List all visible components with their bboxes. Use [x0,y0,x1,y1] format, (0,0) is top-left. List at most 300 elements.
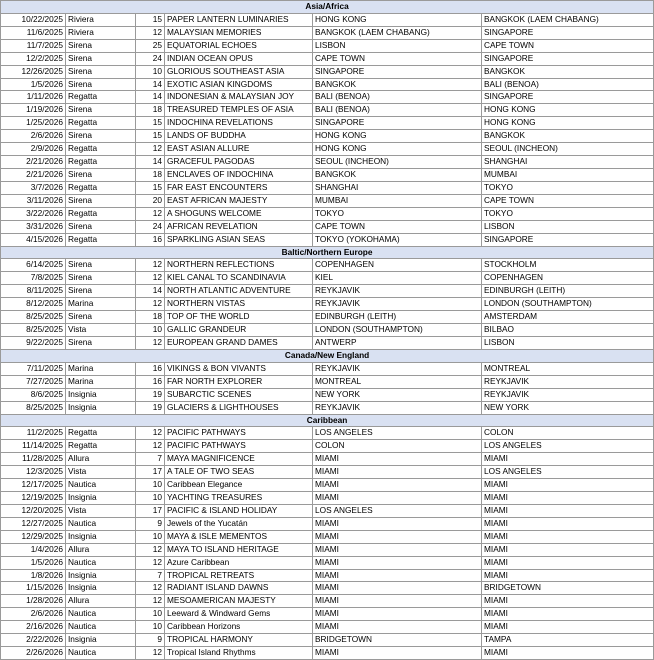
sail-date-cell: 2/16/2026 [1,621,66,634]
embark-port-cell: SINGAPORE [313,117,482,130]
voyage-name-cell: LANDS OF BUDDHA [165,130,313,143]
sail-date-cell: 12/20/2025 [1,504,66,517]
sail-date-cell: 7/27/2025 [1,375,66,388]
embark-port-cell: MIAMI [313,569,482,582]
embark-port-cell: CAPE TOWN [313,220,482,233]
voyage-name-cell: A SHOGUNS WELCOME [165,207,313,220]
table-row [1,647,654,660]
disembark-port-cell: LOS ANGELES [482,440,654,453]
table-row [1,362,654,375]
table-row [1,272,654,285]
section-title: Baltic/Northern Europe [1,246,654,259]
table-row [1,104,654,117]
nights-cell: 14 [136,91,165,104]
embark-port-cell: MIAMI [313,608,482,621]
sail-date-cell: 3/7/2026 [1,181,66,194]
voyage-name-cell: GALLIC GRANDEUR [165,324,313,337]
voyage-name-cell: KIEL CANAL TO SCANDINAVIA [165,272,313,285]
voyage-name-cell: MALAYSIAN MEMORIES [165,26,313,39]
voyage-name-cell: Azure Caribbean [165,556,313,569]
table-row [1,556,654,569]
disembark-port-cell: COLON [482,427,654,440]
disembark-port-cell: TOKYO [482,207,654,220]
embark-port-cell: REYKJAVIK [313,401,482,414]
nights-cell: 16 [136,375,165,388]
ship-cell: Marina [66,298,136,311]
disembark-port-cell: CAPE TOWN [482,39,654,52]
sail-date-cell: 2/21/2026 [1,156,66,169]
voyage-name-cell: INDOCHINA REVELATIONS [165,117,313,130]
ship-cell: Nautica [66,517,136,530]
voyage-name-cell: PACIFIC PATHWAYS [165,440,313,453]
disembark-port-cell: BILBAO [482,324,654,337]
table-row [1,156,654,169]
voyage-name-cell: TROPICAL HARMONY [165,634,313,647]
table-row [1,311,654,324]
voyage-name-cell: GRACEFUL PAGODAS [165,156,313,169]
nights-cell: 12 [136,647,165,660]
nights-cell: 10 [136,324,165,337]
disembark-port-cell: HONG KONG [482,117,654,130]
sail-date-cell: 4/15/2026 [1,233,66,246]
sail-date-cell: 12/26/2025 [1,65,66,78]
table-row [1,143,654,156]
embark-port-cell: ANTWERP [313,336,482,349]
voyage-name-cell: NORTHERN VISTAS [165,298,313,311]
disembark-port-cell: NEW YORK [482,401,654,414]
nights-cell: 14 [136,156,165,169]
table-row [1,479,654,492]
sail-date-cell: 11/14/2025 [1,440,66,453]
voyage-name-cell: MESOAMERICAN MAJESTY [165,595,313,608]
embark-port-cell: LOS ANGELES [313,504,482,517]
table-row [1,130,654,143]
sail-date-cell: 1/5/2026 [1,556,66,569]
table-row [1,388,654,401]
ship-cell: Insignia [66,634,136,647]
embark-port-cell: MIAMI [313,621,482,634]
embark-port-cell: MIAMI [313,595,482,608]
embark-port-cell: MIAMI [313,530,482,543]
ship-cell: Sirena [66,104,136,117]
ship-cell: Sirena [66,78,136,91]
table-row [1,220,654,233]
section-title: Asia/Africa [1,1,654,14]
embark-port-cell: BALI (BENOA) [313,91,482,104]
embark-port-cell: LONDON (SOUTHAMPTON) [313,324,482,337]
nights-cell: 12 [136,582,165,595]
nights-cell: 9 [136,517,165,530]
ship-cell: Regatta [66,91,136,104]
ship-cell: Sirena [66,194,136,207]
ship-cell: Allura [66,453,136,466]
ship-cell: Nautica [66,621,136,634]
nights-cell: 25 [136,39,165,52]
ship-cell: Sirena [66,130,136,143]
ship-cell: Nautica [66,556,136,569]
sail-date-cell: 1/28/2026 [1,595,66,608]
sail-date-cell: 8/11/2025 [1,285,66,298]
disembark-port-cell: MIAMI [482,543,654,556]
ship-cell: Regatta [66,427,136,440]
disembark-port-cell: TAMPA [482,634,654,647]
disembark-port-cell: MIAMI [482,530,654,543]
nights-cell: 24 [136,52,165,65]
nights-cell: 10 [136,608,165,621]
sail-date-cell: 12/19/2025 [1,492,66,505]
table-row [1,233,654,246]
disembark-port-cell: MUMBAI [482,168,654,181]
ship-cell: Insignia [66,492,136,505]
nights-cell: 15 [136,117,165,130]
embark-port-cell: REYKJAVIK [313,298,482,311]
table-row [1,440,654,453]
nights-cell: 12 [136,207,165,220]
embark-port-cell: SEOUL (INCHEON) [313,156,482,169]
section-header-row [1,1,654,14]
sail-date-cell: 3/31/2026 [1,220,66,233]
ship-cell: Nautica [66,647,136,660]
sail-date-cell: 2/22/2026 [1,634,66,647]
ship-cell: Regatta [66,440,136,453]
sail-date-cell: 1/5/2026 [1,78,66,91]
nights-cell: 7 [136,453,165,466]
disembark-port-cell: EDINBURGH (LEITH) [482,285,654,298]
disembark-port-cell: SHANGHAI [482,156,654,169]
table-row [1,492,654,505]
embark-port-cell: MUMBAI [313,194,482,207]
sail-date-cell: 3/11/2026 [1,194,66,207]
nights-cell: 14 [136,285,165,298]
disembark-port-cell: MIAMI [482,517,654,530]
nights-cell: 12 [136,556,165,569]
nights-cell: 12 [136,259,165,272]
nights-cell: 10 [136,492,165,505]
table-row [1,26,654,39]
sail-date-cell: 11/28/2025 [1,453,66,466]
table-row [1,298,654,311]
ship-cell: Insignia [66,388,136,401]
ship-cell: Marina [66,362,136,375]
embark-port-cell: CAPE TOWN [313,52,482,65]
table-row [1,194,654,207]
ship-cell: Sirena [66,52,136,65]
ship-cell: Sirena [66,220,136,233]
ship-cell: Regatta [66,233,136,246]
voyage-name-cell: MAYA & ISLE MEMENTOS [165,530,313,543]
embark-port-cell: NEW YORK [313,388,482,401]
embark-port-cell: MONTREAL [313,375,482,388]
voyage-name-cell: Tropical Island Rhythms [165,647,313,660]
embark-port-cell: MIAMI [313,647,482,660]
nights-cell: 20 [136,194,165,207]
section-header-row [1,349,654,362]
table-row [1,582,654,595]
voyage-name-cell: Caribbean Elegance [165,479,313,492]
nights-cell: 12 [136,336,165,349]
disembark-port-cell: BRIDGETOWN [482,582,654,595]
disembark-port-cell: MIAMI [482,569,654,582]
disembark-port-cell: BANGKOK (LAEM CHABANG) [482,13,654,26]
embark-port-cell: HONG KONG [313,13,482,26]
ship-cell: Nautica [66,608,136,621]
embark-port-cell: HONG KONG [313,143,482,156]
disembark-port-cell: HONG KONG [482,104,654,117]
disembark-port-cell: LONDON (SOUTHAMPTON) [482,298,654,311]
disembark-port-cell: MIAMI [482,492,654,505]
embark-port-cell: MIAMI [313,492,482,505]
ship-cell: Insignia [66,582,136,595]
embark-port-cell: BANGKOK [313,78,482,91]
sail-date-cell: 2/26/2026 [1,647,66,660]
disembark-port-cell: SINGAPORE [482,26,654,39]
table-row [1,207,654,220]
voyage-name-cell: SPARKLING ASIAN SEAS [165,233,313,246]
sail-date-cell: 1/8/2026 [1,569,66,582]
disembark-port-cell: LISBON [482,220,654,233]
embark-port-cell: BANGKOK (LAEM CHABANG) [313,26,482,39]
table-row [1,285,654,298]
embark-port-cell: MIAMI [313,453,482,466]
disembark-port-cell: BANGKOK [482,65,654,78]
table-row [1,181,654,194]
sail-date-cell: 8/25/2025 [1,311,66,324]
nights-cell: 10 [136,479,165,492]
table-row [1,78,654,91]
nights-cell: 16 [136,362,165,375]
nights-cell: 19 [136,388,165,401]
nights-cell: 12 [136,427,165,440]
sail-date-cell: 1/4/2026 [1,543,66,556]
embark-port-cell: MIAMI [313,466,482,479]
ship-cell: Regatta [66,181,136,194]
embark-port-cell: MIAMI [313,556,482,569]
ship-cell: Insignia [66,569,136,582]
sail-date-cell: 2/9/2026 [1,143,66,156]
nights-cell: 17 [136,504,165,517]
disembark-port-cell: REYKJAVIK [482,388,654,401]
table-row [1,168,654,181]
embark-port-cell: MIAMI [313,479,482,492]
table-row [1,65,654,78]
voyage-name-cell: A TALE OF TWO SEAS [165,466,313,479]
voyage-name-cell: TREASURED TEMPLES OF ASIA [165,104,313,117]
table-row [1,427,654,440]
nights-cell: 19 [136,401,165,414]
sail-date-cell: 12/2/2025 [1,52,66,65]
nights-cell: 12 [136,26,165,39]
voyage-name-cell: FAR NORTH EXPLORER [165,375,313,388]
ship-cell: Sirena [66,272,136,285]
nights-cell: 16 [136,233,165,246]
sail-date-cell: 11/2/2025 [1,427,66,440]
nights-cell: 18 [136,168,165,181]
voyage-name-cell: SUBARCTIC SCENES [165,388,313,401]
voyage-name-cell: INDONESIAN & MALAYSIAN JOY [165,91,313,104]
table-row [1,608,654,621]
section-header-row [1,246,654,259]
embark-port-cell: HONG KONG [313,130,482,143]
sail-date-cell: 7/11/2025 [1,362,66,375]
table-row [1,91,654,104]
nights-cell: 12 [136,298,165,311]
voyage-name-cell: NORTH ATLANTIC ADVENTURE [165,285,313,298]
nights-cell: 10 [136,65,165,78]
embark-port-cell: BANGKOK [313,168,482,181]
table-row [1,569,654,582]
table-row [1,530,654,543]
voyage-name-cell: EUROPEAN GRAND DAMES [165,336,313,349]
nights-cell: 18 [136,311,165,324]
table-row [1,324,654,337]
voyage-name-cell: TOP OF THE WORLD [165,311,313,324]
sail-date-cell: 1/11/2026 [1,91,66,104]
ship-cell: Sirena [66,336,136,349]
voyage-name-cell: GLACIERS & LIGHTHOUSES [165,401,313,414]
table-row [1,13,654,26]
sail-date-cell: 12/29/2025 [1,530,66,543]
ship-cell: Vista [66,504,136,517]
ship-cell: Sirena [66,285,136,298]
disembark-port-cell: SINGAPORE [482,52,654,65]
disembark-port-cell: STOCKHOLM [482,259,654,272]
nights-cell: 9 [136,634,165,647]
ship-cell: Regatta [66,156,136,169]
ship-cell: Sirena [66,168,136,181]
ship-cell: Sirena [66,65,136,78]
ship-cell: Riviera [66,13,136,26]
ship-cell: Sirena [66,311,136,324]
sail-date-cell: 8/25/2025 [1,324,66,337]
table-row [1,466,654,479]
table-row [1,504,654,517]
table-row [1,259,654,272]
voyage-name-cell: VIKINGS & BON VIVANTS [165,362,313,375]
table-row [1,52,654,65]
embark-port-cell: MIAMI [313,517,482,530]
ship-cell: Allura [66,595,136,608]
voyage-name-cell: ENCLAVES OF INDOCHINA [165,168,313,181]
embark-port-cell: REYKJAVIK [313,362,482,375]
voyage-name-cell: EXOTIC ASIAN KINGDOMS [165,78,313,91]
table-row [1,336,654,349]
embark-port-cell: LISBON [313,39,482,52]
voyage-name-cell: MAYA TO ISLAND HERITAGE [165,543,313,556]
voyage-name-cell: YACHTING TREASURES [165,492,313,505]
section-title: Canada/New England [1,349,654,362]
ship-cell: Insignia [66,530,136,543]
ship-cell: Allura [66,543,136,556]
disembark-port-cell: MIAMI [482,608,654,621]
voyage-name-cell: GLORIOUS SOUTHEAST ASIA [165,65,313,78]
disembark-port-cell: SINGAPORE [482,91,654,104]
voyage-name-cell: FAR EAST ENCOUNTERS [165,181,313,194]
sail-date-cell: 8/25/2025 [1,401,66,414]
disembark-port-cell: REYKJAVIK [482,375,654,388]
voyage-name-cell: MAYA MAGNIFICENCE [165,453,313,466]
disembark-port-cell: MONTREAL [482,362,654,375]
table-row [1,117,654,130]
ship-cell: Vista [66,466,136,479]
table-row [1,517,654,530]
sail-date-cell: 2/6/2026 [1,130,66,143]
ship-cell: Sirena [66,39,136,52]
voyage-name-cell: Jewels of the Yucatán [165,517,313,530]
disembark-port-cell: BANGKOK [482,130,654,143]
voyage-name-cell: EQUATORIAL ECHOES [165,39,313,52]
nights-cell: 24 [136,220,165,233]
nights-cell: 12 [136,595,165,608]
disembark-port-cell: TOKYO [482,181,654,194]
embark-port-cell: TOKYO (YOKOHAMA) [313,233,482,246]
table-row [1,401,654,414]
embark-port-cell: TOKYO [313,207,482,220]
ship-cell: Regatta [66,117,136,130]
table-row [1,621,654,634]
voyage-name-cell: NORTHERN REFLECTIONS [165,259,313,272]
voyage-name-cell: TROPICAL RETREATS [165,569,313,582]
sail-date-cell: 2/6/2026 [1,608,66,621]
sail-date-cell: 12/3/2025 [1,466,66,479]
nights-cell: 12 [136,272,165,285]
ship-cell: Insignia [66,401,136,414]
sail-date-cell: 6/14/2025 [1,259,66,272]
embark-port-cell: COLON [313,440,482,453]
voyage-name-cell: AFRICAN REVELATION [165,220,313,233]
voyage-name-cell: INDIAN OCEAN OPUS [165,52,313,65]
disembark-port-cell: SINGAPORE [482,233,654,246]
nights-cell: 7 [136,569,165,582]
nights-cell: 10 [136,621,165,634]
embark-port-cell: COPENHAGEN [313,259,482,272]
sail-date-cell: 1/19/2026 [1,104,66,117]
sail-date-cell: 1/25/2026 [1,117,66,130]
table-row [1,453,654,466]
sail-date-cell: 3/22/2026 [1,207,66,220]
voyage-name-cell: PAPER LANTERN LUMINARIES [165,13,313,26]
sail-date-cell: 2/21/2026 [1,168,66,181]
nights-cell: 15 [136,181,165,194]
disembark-port-cell: CAPE TOWN [482,194,654,207]
nights-cell: 15 [136,13,165,26]
embark-port-cell: BRIDGETOWN [313,634,482,647]
disembark-port-cell: COPENHAGEN [482,272,654,285]
ship-cell: Nautica [66,479,136,492]
nights-cell: 10 [136,530,165,543]
voyage-name-cell: PACIFIC PATHWAYS [165,427,313,440]
sail-date-cell: 11/6/2025 [1,26,66,39]
nights-cell: 12 [136,543,165,556]
disembark-port-cell: MIAMI [482,556,654,569]
voyage-name-cell: EAST AFRICAN MAJESTY [165,194,313,207]
disembark-port-cell: SEOUL (INCHEON) [482,143,654,156]
table-row [1,634,654,647]
nights-cell: 17 [136,466,165,479]
voyage-name-cell: PACIFIC & ISLAND HOLIDAY [165,504,313,517]
voyage-name-cell: Caribbean Horizons [165,621,313,634]
ship-cell: Regatta [66,207,136,220]
ship-cell: Vista [66,324,136,337]
voyage-name-cell: EAST ASIAN ALLURE [165,143,313,156]
disembark-port-cell: MIAMI [482,479,654,492]
disembark-port-cell: BALI (BENOA) [482,78,654,91]
disembark-port-cell: MIAMI [482,504,654,517]
nights-cell: 14 [136,78,165,91]
embark-port-cell: BALI (BENOA) [313,104,482,117]
embark-port-cell: SINGAPORE [313,65,482,78]
embark-port-cell: MIAMI [313,543,482,556]
nights-cell: 12 [136,143,165,156]
